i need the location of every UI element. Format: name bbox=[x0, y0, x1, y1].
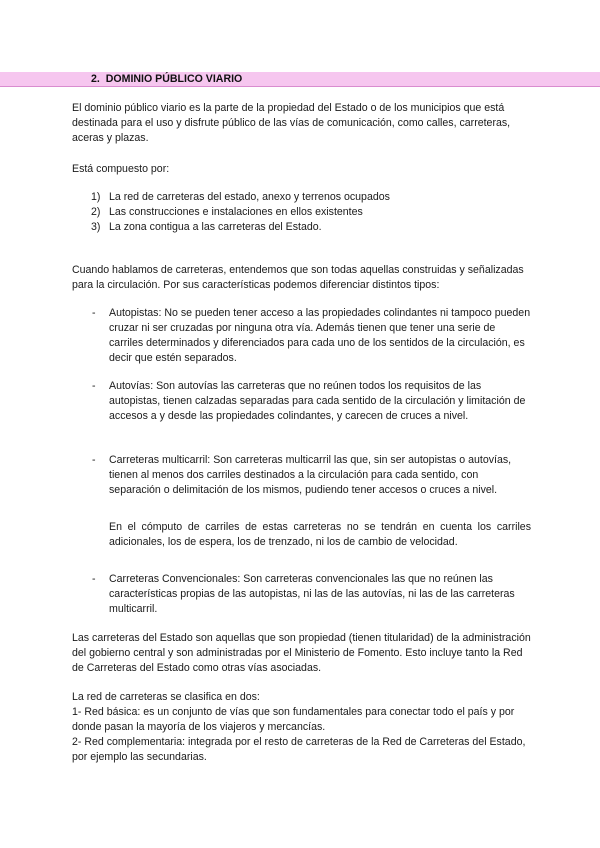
roads-intro-paragraph: Cuando hablamos de carreteras, entendemos que son todas aquellas construidas y señalizadas para la circulación. Por sus características podemos diferenciar distintos tipos: bbox=[72, 264, 524, 291]
bullet-text: Autovías: Son autovías las carreteras que no reúnen todos los requisitos de las autopistas, tienen calzadas separadas para cada sentido de la circulación y limitación de accesos a y desde las propiedades colindantes, y carecen de cruces a nivel. bbox=[109, 380, 526, 422]
composed-label: Está compuesto por: bbox=[72, 163, 170, 175]
classification-complementary: 2- Red complementaria: integrada por el resto de carreteras de la Red de Carreteras del Estado, por ejemplo las secundarias. bbox=[72, 736, 526, 763]
list-item: 2) Las construcciones e instalaciones en ellos existentes bbox=[91, 206, 363, 218]
bullet-text: Autopistas: No se pueden tener acceso a las propiedades colindantes ni tampoco pueden cruzar ni ser cruzadas por ninguna otra vía. Además tienen que tener una serie de carriles determinados y diferenciados para cada uno de los sentidos de la circulación, es decir que estén separados. bbox=[109, 307, 531, 364]
bullet-dash: - bbox=[92, 380, 96, 392]
section-heading bbox=[91, 72, 242, 86]
classification-basic: 1- Red básica: es un conjunto de vías que son fundamentales para conectar todo el país y por donde pasan la mayoría de los viajeros y mercancías. bbox=[72, 706, 515, 733]
section-title: DOMINIO PÚBLICO VIARIO bbox=[105, 73, 243, 85]
bullet-dash: - bbox=[92, 454, 96, 466]
bullet-text: Carreteras Convencionales: Son carreteras convencionales las que no reúnen las características propias de las autopistas, ni las de las autovías, ni las de las carreteras multicarril. bbox=[109, 573, 515, 615]
bullet-dash: - bbox=[92, 573, 96, 585]
intro-paragraph: El dominio público viario es la parte de la propiedad del Estado o de los municipios que está destinada para el uso y disfrute público de las vías de comunicación, como calles, carreteras, aceras y plazas. bbox=[72, 102, 511, 144]
state-roads-paragraph: Las carreteras del Estado son aquellas que son propiedad (tienen titularidad) de la administración del gobierno central y son administradas por el Ministerio de Fomento. Esto incluye tanto la Red de Carreteras del Estado como otras vías asociadas. bbox=[72, 632, 531, 674]
multicarril-note: En el cómputo de carriles de estas carreteras no se tendrán en cuenta los carriles adicionales, los de espera, los de trenzado, ni los de cambio de velocidad. bbox=[109, 521, 531, 548]
list-item: 1) La red de carreteras del estado, anexo y terrenos ocupados bbox=[91, 191, 390, 203]
components-list bbox=[91, 190, 531, 235]
section-heading-bar bbox=[0, 72, 600, 87]
list-item: 3) La zona contigua a las carreteras del Estado. bbox=[91, 221, 322, 233]
section-number: 2. bbox=[91, 73, 100, 85]
bullet-dash: - bbox=[92, 307, 96, 319]
bullet-text: Carreteras multicarril: Son carreteras multicarril las que, sin ser autopistas o autovías, tienen al menos dos carriles destinados a la circulación para cada sentido, con separación o delimitación de los mismos, pudiendo tener accesos o cruces a nivel. bbox=[109, 454, 512, 496]
classification-intro: La red de carreteras se clasifica en dos: bbox=[72, 691, 260, 703]
